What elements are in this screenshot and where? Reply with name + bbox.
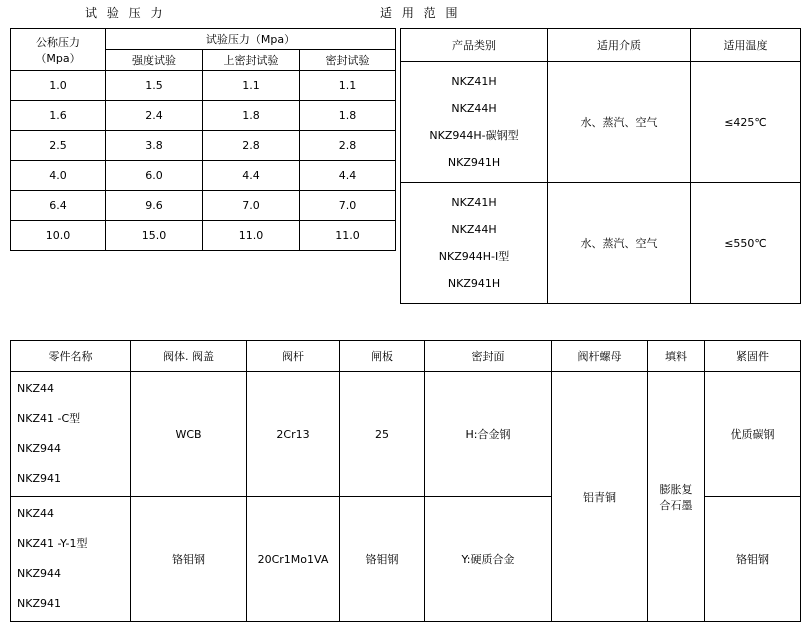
cell-backseat-test: 2.8 <box>203 131 300 161</box>
header-temperature: 适用温度 <box>691 29 801 62</box>
cell-seal-test: 7.0 <box>300 191 396 221</box>
cell-backseat-test: 11.0 <box>203 221 300 251</box>
cell-strength-test: 9.6 <box>106 191 203 221</box>
cell-seal-test: 4.4 <box>300 161 396 191</box>
cell-seal-test: 1.1 <box>300 71 396 101</box>
cell-seal-test: 11.0 <box>300 221 396 251</box>
product-type: NKZ44H <box>451 102 497 115</box>
header-nominal-pressure <box>11 29 106 71</box>
product-type: NKZ41H <box>451 75 497 88</box>
cell-seal-test: 2.8 <box>300 131 396 161</box>
part-name: NKZ44 <box>17 507 54 520</box>
header-medium: 适用介质 <box>548 29 691 62</box>
table-row <box>11 221 396 251</box>
application-range-table <box>400 28 801 304</box>
cell-packing <box>648 372 705 622</box>
cell-strength-test: 3.8 <box>106 131 203 161</box>
part-name: NKZ44 <box>17 382 54 395</box>
header-nominal-pressure-line2: （Mpa） <box>35 51 81 65</box>
part-name: NKZ41 -Y-1型 <box>17 537 88 550</box>
header-product-category: 产品类别 <box>401 29 548 62</box>
header-backseat-test: 上密封试验 <box>203 50 300 71</box>
header-gate: 闸板 <box>340 341 425 372</box>
cell-strength-test: 1.5 <box>106 71 203 101</box>
cell-nominal-pressure: 1.0 <box>11 71 106 101</box>
cell-body-bonnet: 铬钼钢 <box>131 497 247 622</box>
header-seal-test: 密封试验 <box>300 50 396 71</box>
cell-strength-test: 2.4 <box>106 101 203 131</box>
cell-temperature: ≤550℃ <box>691 183 801 304</box>
cell-part-names <box>11 497 131 622</box>
part-name: NKZ944 <box>17 567 61 580</box>
product-type: NKZ44H <box>451 223 497 236</box>
test-pressure-table <box>10 28 396 251</box>
table-row <box>11 161 396 191</box>
table-header-row <box>11 29 396 50</box>
header-fastener: 紧固件 <box>705 341 801 372</box>
cell-nominal-pressure: 4.0 <box>11 161 106 191</box>
header-test-pressure-group: 试验压力（Mpa） <box>106 29 396 50</box>
pressure-section-title: 试 验 压 力 <box>85 6 166 20</box>
cell-part-names <box>11 372 131 497</box>
cell-medium: 水、蒸汽、空气 <box>548 183 691 304</box>
cell-stem-nut: 铝青铜 <box>552 372 648 622</box>
product-type: NKZ41H <box>451 196 497 209</box>
cell-gate: 25 <box>340 372 425 497</box>
cell-strength-test: 6.0 <box>106 161 203 191</box>
product-type: NKZ941H <box>447 277 501 290</box>
header-nominal-pressure-line1: 公称压力 <box>36 35 80 49</box>
cell-medium: 水、蒸汽、空气 <box>548 62 691 183</box>
product-type: NKZ944H-碳钢型 <box>429 129 519 142</box>
cell-product-types <box>401 183 548 304</box>
cell-seal-test: 1.8 <box>300 101 396 131</box>
product-type: NKZ944H-I型 <box>438 250 510 263</box>
table-row <box>11 101 396 131</box>
packing-line1: 膨胀复 <box>659 482 693 496</box>
header-stem-nut: 阀杆螺母 <box>552 341 648 372</box>
product-type: NKZ941H <box>447 156 501 169</box>
cell-temperature: ≤425℃ <box>691 62 801 183</box>
table-row <box>11 372 801 497</box>
cell-backseat-test: 7.0 <box>203 191 300 221</box>
cell-strength-test: 15.0 <box>106 221 203 251</box>
table-row <box>11 131 396 161</box>
cell-sealing-face: Y:硬质合金 <box>425 497 552 622</box>
cell-backseat-test: 1.1 <box>203 71 300 101</box>
cell-nominal-pressure: 2.5 <box>11 131 106 161</box>
part-name: NKZ941 <box>17 597 61 610</box>
header-strength-test: 强度试验 <box>106 50 203 71</box>
table-row <box>401 183 801 304</box>
cell-nominal-pressure: 10.0 <box>11 221 106 251</box>
cell-nominal-pressure: 6.4 <box>11 191 106 221</box>
cell-fastener: 铬钼钢 <box>705 497 801 622</box>
part-name: NKZ41 -C型 <box>17 412 81 425</box>
part-name: NKZ944 <box>17 442 61 455</box>
application-section-title: 适 用 范 围 <box>380 6 461 20</box>
cell-backseat-test: 1.8 <box>203 101 300 131</box>
cell-stem: 20Cr1Mo1VA <box>247 497 340 622</box>
header-body-bonnet: 阀体. 阀盖 <box>131 341 247 372</box>
header-packing: 填料 <box>648 341 705 372</box>
cell-nominal-pressure: 1.6 <box>11 101 106 131</box>
cell-stem: 2Cr13 <box>247 372 340 497</box>
cell-gate: 铬钼钢 <box>340 497 425 622</box>
cell-body-bonnet: WCB <box>131 372 247 497</box>
header-sealing-face: 密封面 <box>425 341 552 372</box>
table-header-row <box>401 29 801 62</box>
cell-fastener: 优质碳钢 <box>705 372 801 497</box>
table-row <box>401 62 801 183</box>
part-name: NKZ941 <box>17 472 61 485</box>
header-part-name: 零件名称 <box>11 341 131 372</box>
table-row <box>11 71 396 101</box>
table-header-row <box>11 341 801 372</box>
table-row <box>11 191 396 221</box>
cell-backseat-test: 4.4 <box>203 161 300 191</box>
header-stem: 阀杆 <box>247 341 340 372</box>
cell-product-types <box>401 62 548 183</box>
cell-sealing-face: H:合金钢 <box>425 372 552 497</box>
parts-materials-table <box>10 340 801 622</box>
packing-line2: 合石墨 <box>659 498 693 512</box>
